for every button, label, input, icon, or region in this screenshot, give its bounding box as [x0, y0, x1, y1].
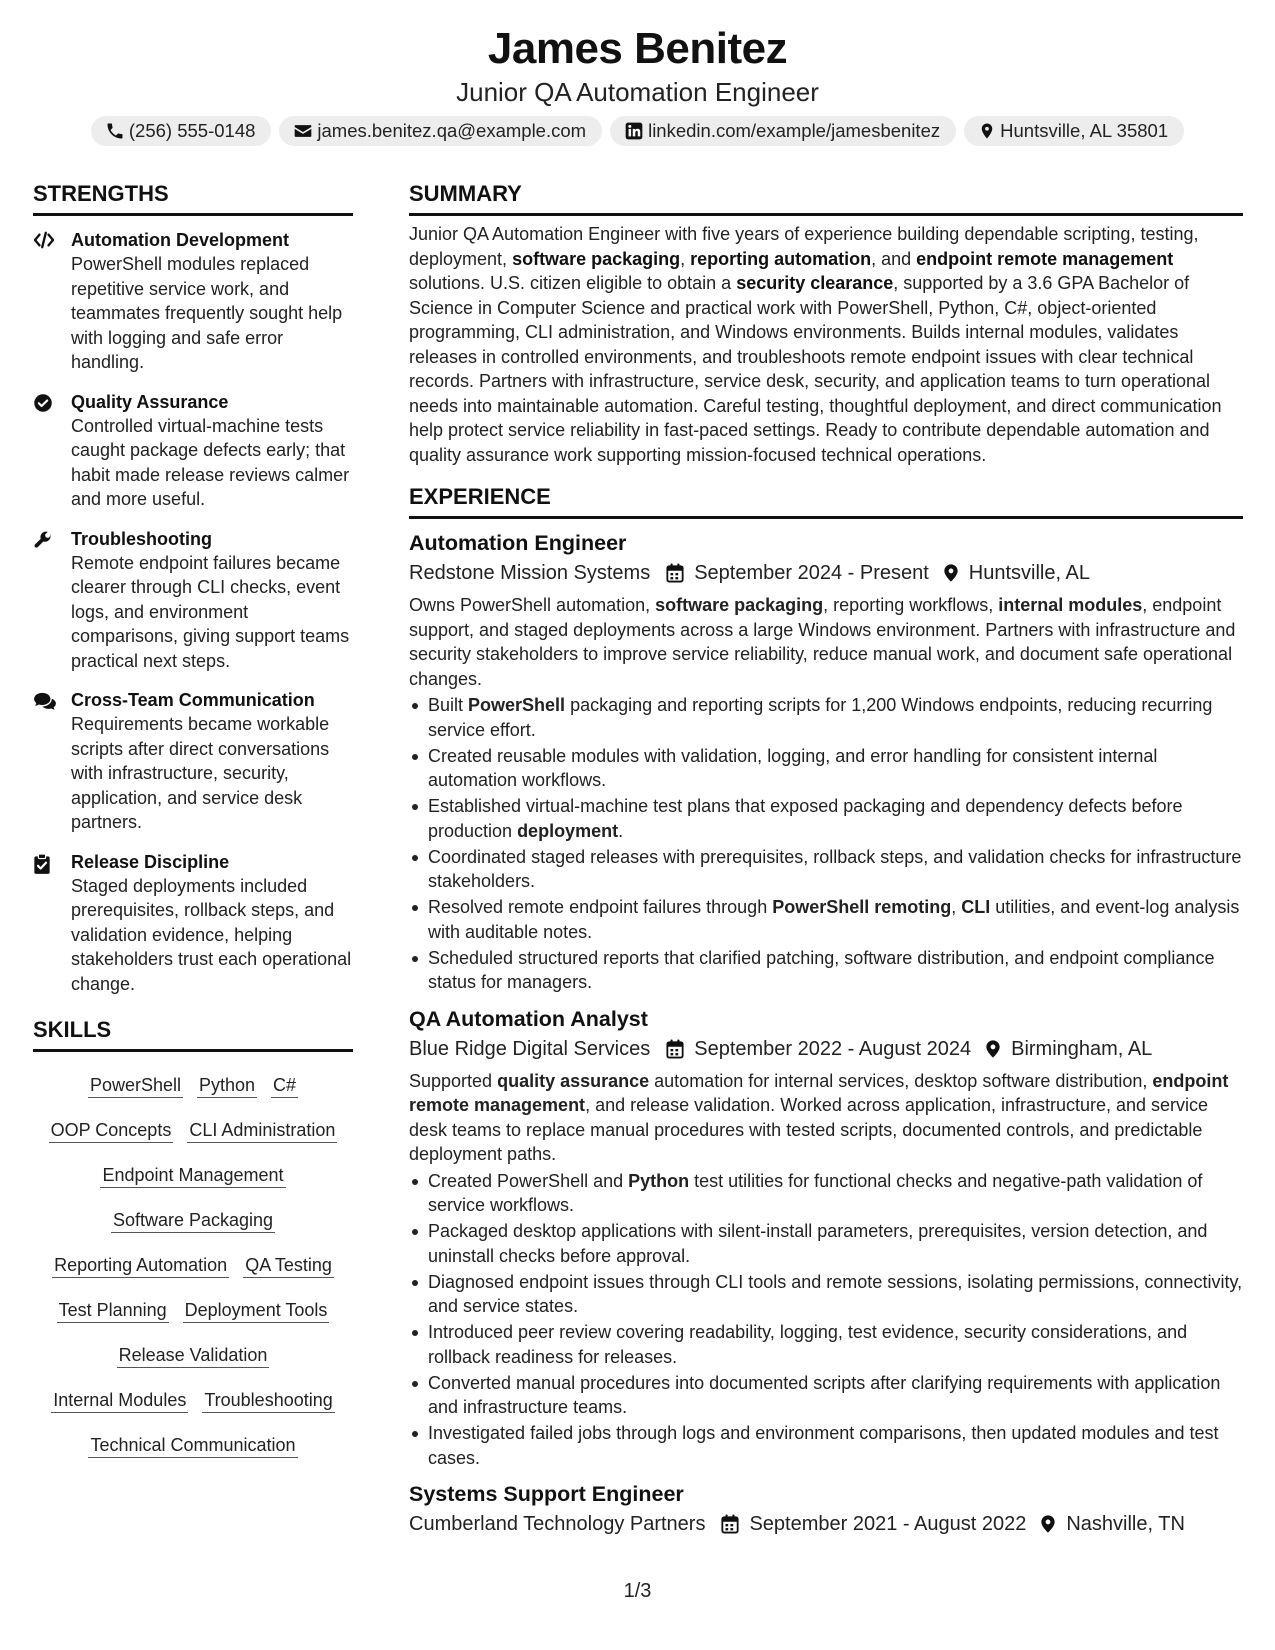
skill-tag: C# — [271, 1073, 298, 1098]
job-bullet: Packaged desktop applications with silent-install parameters, prerequisites, version detection, and uninstall checks before approval. — [409, 1219, 1243, 1268]
job-company: Blue Ridge Digital Services — [409, 1037, 651, 1060]
job-bullets — [409, 1169, 1243, 1471]
experience-heading: EXPERIENCE — [409, 483, 1243, 519]
skills-row — [33, 1064, 353, 1109]
job-title: Systems Support Engineer — [409, 1482, 684, 1506]
strengths-heading: STRENGTHS — [33, 180, 353, 216]
job-location: Huntsville, AL — [968, 562, 1090, 584]
job-bullet: Converted manual procedures into documented scripts after clarifying requirements with application and infrastructure teams. — [409, 1371, 1243, 1420]
code-icon — [33, 228, 71, 375]
strength-title: Release Discipline — [71, 851, 230, 872]
job-title: Automation Engineer — [409, 531, 627, 555]
calendar-icon — [666, 563, 684, 583]
skill-tag: Python — [197, 1073, 257, 1098]
skills-row — [33, 1289, 353, 1334]
job-title: QA Automation Analyst — [409, 1006, 648, 1031]
job-meta — [409, 1034, 1243, 1064]
bold-keyword: deployment — [517, 820, 619, 841]
skill-tag: CLI Administration — [187, 1118, 337, 1143]
contact-email-text: james.benitez.qa@example.com — [317, 120, 587, 141]
contact-location-text: Huntsville, AL 35801 — [1000, 120, 1169, 141]
comments-icon — [33, 688, 71, 835]
skill-tag: Software Packaging — [111, 1208, 275, 1233]
strength-item — [33, 850, 353, 997]
strength-desc: Controlled virtual-machine tests caught package defects early; that habit made release reviews calmer and more useful. — [71, 415, 350, 509]
skills-section — [33, 1016, 353, 1469]
strength-title: Automation Development — [71, 230, 290, 250]
job-entry — [409, 528, 1243, 995]
bold-keyword: PowerShell — [468, 695, 566, 715]
bold-keyword: software packaging — [655, 595, 824, 615]
job-bullet: Diagnosed endpoint issues through CLI tools and remote sessions, isolating permissions, connectivity, and service states. — [409, 1270, 1243, 1319]
check-circle-icon — [33, 390, 71, 512]
job-dates: September 2021 - August 2022 — [749, 1513, 1027, 1535]
skills-row — [33, 1244, 353, 1289]
job-bullet: Created reusable modules with validation, logging, and error handling for consistent internal automation workflows. — [409, 744, 1243, 793]
page-number: 1/3 — [623, 1580, 652, 1602]
strength-title: Cross-Team Communication — [71, 690, 315, 710]
summary-text: Junior QA Automation Engineer with five years of experience building dependable scripting, testing, deployment, software packaging, reporting automation, and endpoint remote management solutions. U.S. citizen eligible to obtain a security clearance, supported by a 3.6 GPA Bachelor of Science in Computer Science and practical work with PowerShell, Python, C#, object-oriented programming, CLI administration, and Windows environments. Builds internal modules, validates releases in controlled environments, and troubleshoots remote endpoint issues with clear technical records. Partners with infrastructure, service desk, security, and application teams to turn operational needs into maintainable automation. Careful testing, thoughtful deployment, and direct communication help protect service reliability in fast-paced settings. Ready to contribute dependable automation and quality assurance work supporting mission-focused technical operations. — [409, 224, 1222, 465]
strength-desc: PowerShell modules replaced repetitive service work, and teammates frequently sought help with logging and safe error handling. — [71, 254, 343, 372]
strengths-list — [33, 228, 353, 996]
strength-desc: Requirements became workable scripts after direct conversations with infrastructure, security, application, and service desk partners. — [71, 714, 330, 832]
job-meta — [409, 558, 1243, 588]
skills-heading: SKILLS — [33, 1016, 353, 1052]
bold-keyword: PowerShell remoting — [772, 897, 952, 917]
skill-tag: Troubleshooting — [202, 1388, 334, 1413]
job-bullets — [409, 693, 1243, 995]
contact-phone-text: (256) 555-0148 — [128, 120, 256, 141]
skill-tag: Internal Modules — [51, 1388, 188, 1413]
map-pin-icon — [985, 1039, 1001, 1059]
job-company: Redstone Mission Systems — [409, 562, 651, 584]
job-bullet: Built PowerShell packaging and reporting scripts for 1,200 Windows endpoints, reducing recurring service effort. — [409, 693, 1243, 742]
skills-row — [33, 1379, 353, 1424]
contact-linkedin-text: linkedin.com/example/jamesbenitez — [648, 120, 941, 141]
contact-bar — [0, 116, 1275, 146]
skills-row — [33, 1334, 353, 1379]
bold-keyword: software packaging — [512, 248, 681, 269]
skill-tag: Release Validation — [117, 1343, 270, 1368]
job-dates: September 2022 - August 2024 — [694, 1037, 972, 1060]
skill-tag: Reporting Automation — [52, 1253, 229, 1278]
skill-tag: Technical Communication — [88, 1433, 297, 1458]
bold-keyword: Python — [628, 1170, 690, 1191]
job-bullet: Coordinated staged releases with prerequisites, rollback steps, and validation checks for infrastructure stakeholders. — [409, 845, 1243, 894]
skill-tag: QA Testing — [243, 1253, 334, 1278]
strength-item — [33, 688, 353, 835]
job-description: Supported quality assurance automation for internal services, desktop software distribution, endpoint remote management, and release validation. Worked across application, infrastructure, and service desk teams to replace manual procedures with tested scripts, documented controls, and predictable deployment paths. — [409, 1070, 1229, 1164]
skills-row — [33, 1199, 353, 1244]
map-pin-icon — [943, 563, 959, 583]
experience-section — [409, 483, 1243, 1539]
job-meta — [409, 1509, 1243, 1539]
job-bullet: Created PowerShell and Python test utilities for functional checks and negative-path validation of service workflows. — [409, 1169, 1243, 1218]
skill-tag: OOP Concepts — [49, 1118, 174, 1143]
contact-linkedin[interactable] — [610, 116, 956, 146]
wrench-icon — [33, 527, 71, 674]
skills-row — [33, 1109, 353, 1154]
bold-keyword: endpoint remote management — [409, 1070, 1229, 1115]
strength-item — [33, 228, 353, 375]
bold-keyword: endpoint remote management — [916, 248, 1174, 269]
summary-heading: SUMMARY — [409, 180, 1243, 216]
job-entry — [409, 1479, 1243, 1539]
linkedin-icon — [624, 121, 644, 141]
contact-location — [964, 116, 1184, 146]
calendar-icon — [721, 1514, 739, 1534]
left-column — [33, 180, 353, 1469]
strength-item — [33, 527, 353, 674]
job-dates: September 2024 - Present — [694, 562, 929, 584]
bold-keyword: security clearance — [736, 273, 894, 293]
job-description: Owns PowerShell automation, software packaging, reporting workflows, internal modules, endpoint support, and staged deployments across a large Windows environment. Partners with infrastructure and security stakeholders to improve service reliability, reduce manual work, and document safe operational changes. — [409, 595, 1236, 689]
resume-header — [0, 22, 1275, 146]
bold-keyword: reporting automation — [690, 248, 872, 269]
skills-list — [33, 1064, 353, 1469]
strength-title: Troubleshooting — [71, 528, 212, 549]
skill-tag: Deployment Tools — [183, 1298, 330, 1323]
job-location: Nashville, TN — [1066, 1513, 1185, 1535]
job-bullet: Introduced peer review covering readability, logging, test evidence, security considerations, and rollback readiness for releases. — [409, 1320, 1243, 1369]
job-bullet: Resolved remote endpoint failures through PowerShell remoting, CLI utilities, and event-log analysis with auditable notes. — [409, 895, 1243, 944]
skill-tag: Test Planning — [57, 1298, 169, 1323]
job-bullet: Investigated failed jobs through logs and environment comparisons, then updated modules and test cases. — [409, 1421, 1243, 1470]
job-location: Birmingham, AL — [1011, 1037, 1153, 1060]
calendar-icon — [666, 1039, 684, 1059]
strength-desc: Staged deployments included prerequisites, rollback steps, and validation evidence, helping stakeholders trust each operational change. — [71, 875, 352, 994]
phone-icon — [105, 121, 125, 141]
job-entry — [409, 1004, 1243, 1471]
skills-row — [33, 1424, 353, 1469]
skills-row — [33, 1154, 353, 1199]
contact-email[interactable] — [279, 116, 602, 146]
bold-keyword: internal modules — [998, 595, 1143, 615]
right-column — [409, 180, 1243, 1539]
clipboard-check-icon — [33, 850, 71, 997]
strengths-section — [33, 180, 353, 996]
job-company: Cumberland Technology Partners — [409, 1513, 706, 1535]
bold-keyword: quality assurance — [497, 1070, 650, 1091]
skill-tag: PowerShell — [88, 1073, 183, 1098]
envelope-icon — [293, 121, 313, 141]
strength-item — [33, 390, 353, 512]
candidate-role: Junior QA Automation Engineer — [456, 77, 819, 107]
skill-tag: Endpoint Management — [100, 1163, 285, 1188]
candidate-name: James Benitez — [487, 24, 788, 73]
strength-title: Quality Assurance — [71, 391, 229, 412]
summary-section — [409, 180, 1243, 467]
job-bullet: Scheduled structured reports that clarified patching, software distribution, and endpoint compliance status for managers. — [409, 946, 1243, 995]
strength-desc: Remote endpoint failures became clearer through CLI checks, event logs, and environment comparisons, giving support teams practical next steps. — [71, 552, 350, 671]
contact-phone[interactable] — [91, 116, 272, 146]
bold-keyword: CLI — [961, 897, 991, 917]
job-bullet: Established virtual-machine test plans that exposed packaging and dependency defects before production deployment. — [409, 794, 1243, 843]
map-pin-icon — [1040, 1514, 1056, 1534]
map-pin-icon — [978, 121, 996, 141]
